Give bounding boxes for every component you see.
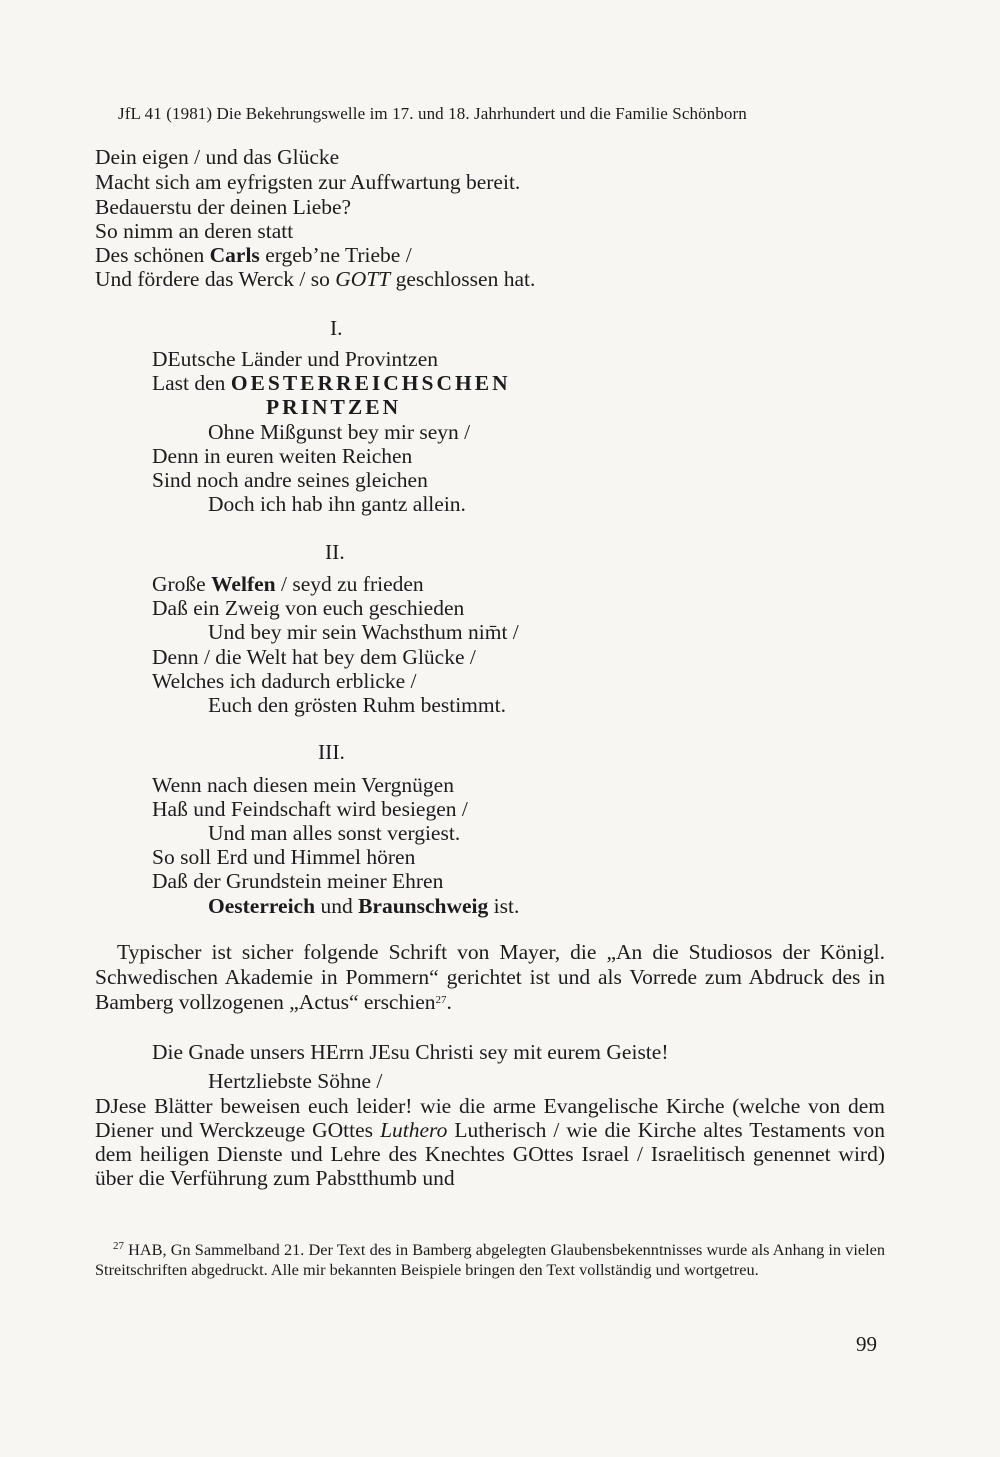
verse-line: Ohne Mißgunst bey mir seyn /: [208, 420, 471, 444]
verse-line: So nimm an deren statt: [95, 219, 294, 243]
verse-line: Haß und Feindschaft wird besiegen /: [152, 797, 468, 821]
stanza-number: I.: [330, 316, 343, 340]
body-paragraph: [95, 940, 885, 1015]
footnote-number: 27: [113, 1240, 124, 1252]
verse-line: Doch ich hab ihn gantz allein.: [208, 492, 466, 516]
verse-line: Dein eigen / und das Glücke: [95, 145, 340, 169]
verse-text: und: [315, 894, 359, 918]
verse-text: ist.: [488, 894, 520, 918]
verse-text: geschlossen hat.: [390, 267, 536, 291]
spaced-title: PRINTZEN: [266, 395, 402, 419]
footnote-ref: 27: [435, 994, 447, 1006]
word-luthero: Luthero: [380, 1118, 448, 1142]
letter-greeting: Die Gnade unsers HErrn JEsu Christi sey mit eurem Geiste!: [152, 1040, 669, 1064]
verse-text: / seyd zu frieden: [275, 572, 424, 596]
footnote: [95, 1240, 885, 1279]
verse-line: Daß ein Zweig von euch geschieden: [152, 596, 465, 620]
verse-line: Daß der Grundstein meiner Ehren: [152, 869, 444, 893]
verse-line: So soll Erd und Himmel hören: [152, 845, 416, 869]
footnote-text: HAB, Gn Sammelband 21. Der Text des in Bamberg abgelegten Glaubensbekenntnisses wurde als Anhang in vielen Streitschriften abgedruckt. Alle mir bekannten Beispiele bringen den Text vollständig und wortgetreu.: [95, 1240, 885, 1279]
running-header: JfL 41 (1981) Die Bekehrungswelle im 17. und 18. Jahrhundert und die Familie Schönborn: [118, 104, 747, 123]
letter-body: [95, 1094, 885, 1190]
page-number: 99: [856, 1332, 877, 1356]
verse-line: DEutsche Länder und Provintzen: [152, 347, 438, 371]
verse-line: Wenn nach diesen mein Vergnügen: [152, 773, 454, 797]
verse-line: [152, 572, 424, 596]
word-gott: GOTT: [335, 267, 391, 291]
letter-text: DJese Blätter beweisen euch leider! wie die arme Evangelische Kirche (welche von dem Diener und Werckzeuge GOttes: [95, 1094, 885, 1142]
verse-text: Des schönen: [95, 243, 210, 267]
paragraph-text: Typischer ist sicher folgende Schrift von Mayer, die „An die Studiosos der Königl. Schwedischen Akademie in Pommern“ gerichtet ist und als Vorrede zum Abdruck des in Bamberg vollzogenen „Actus“ erschien: [95, 940, 885, 1014]
verse-line: Euch den grösten Ruhm bestimmt.: [208, 693, 506, 717]
verse-line: Welches ich dadurch erblicke /: [152, 669, 417, 693]
letter-text: Lutherisch / wie die Kirche altes Testaments von dem heiligen Dienste und Lehre des Knechtes GOttes Israel / Israelitisch genennet wird) über die Verführung zum Pabstthumb und: [95, 1118, 885, 1190]
letter-salutation: Hertzliebste Söhne /: [208, 1069, 383, 1093]
verse-text: ergeb’ne Triebe /: [259, 243, 412, 267]
verse-line: Sind noch andre seines gleichen: [152, 468, 428, 492]
verse-line: [95, 243, 412, 267]
name-carls: Carls: [209, 243, 260, 267]
name-welfen: Welfen: [211, 572, 276, 596]
verse-line: [208, 894, 519, 918]
paragraph-end: .: [446, 990, 452, 1014]
name-oesterreich: Oesterreich: [208, 894, 316, 918]
verse-line: Macht sich am eyfrigsten zur Auffwartung bereit.: [95, 170, 521, 194]
stanza-number: III.: [318, 740, 345, 764]
verse-line: Und bey mir sein Wachsthum nim̄t /: [208, 620, 519, 644]
verse-text: Große: [152, 572, 212, 596]
verse-line: Bedauerstu der deinen Liebe?: [95, 195, 352, 219]
verse-line: Denn / die Welt hat bey dem Glücke /: [152, 645, 476, 669]
verse-text: Und fördere das Werck / so: [95, 267, 336, 291]
verse-line: Denn in euren weiten Reichen: [152, 444, 413, 468]
verse-line: [95, 267, 535, 291]
spaced-title: OESTERREICHSCHEN: [230, 371, 511, 395]
verse-text: Last den: [152, 371, 231, 395]
verse-line: [152, 371, 511, 395]
stanza-number: II.: [325, 540, 345, 564]
verse-line: Und man alles sonst vergiest.: [208, 821, 461, 845]
name-braunschweig: Braunschweig: [358, 894, 489, 918]
